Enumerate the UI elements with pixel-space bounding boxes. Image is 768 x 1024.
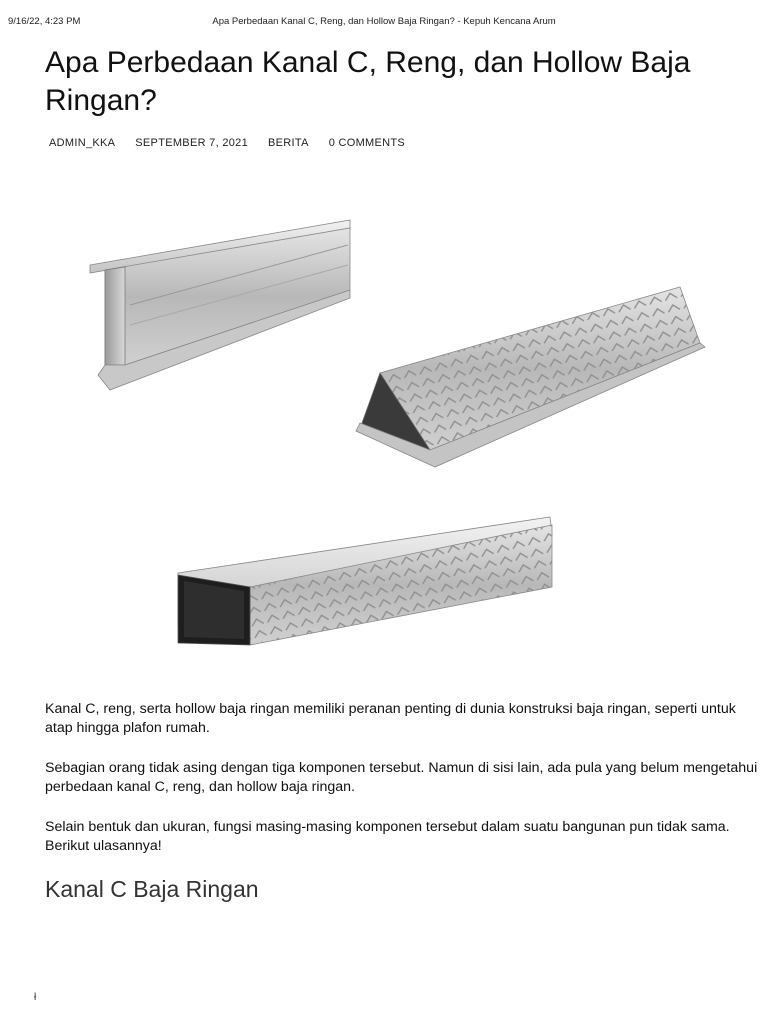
article-title: Apa Perbedaan Kanal C, Reng, dan Hollow Baja Ringan? <box>45 46 691 117</box>
comments-link[interactable]: 0 COMMENTS <box>328 137 406 149</box>
date-link[interactable]: SEPTEMBER 7, 2021 <box>135 137 248 149</box>
article-paragraph: Kanal C, reng, serta hollow baja ringan memiliki peranan penting di dunia konstruksi baja ringan, seperti untuk atap hingga plafon rumah. <box>45 701 736 736</box>
article-meta <box>49 137 405 149</box>
section-heading: Kanal C Baja Ringan <box>45 876 259 902</box>
steel-profiles-image <box>60 195 720 675</box>
reng-profile <box>356 287 705 467</box>
author-link[interactable]: ADMIN_KKA <box>49 137 116 149</box>
print-date: 9/16/22, 4:23 PM <box>8 16 81 27</box>
article-paragraph: Selain bentuk dan ukuran, fungsi masing-masing komponen tersebut dalam suatu bangunan pun tidak sama. Berikut ulasannya! <box>45 819 730 854</box>
category-link[interactable]: BERITA <box>268 137 309 149</box>
kanal-c-profile <box>90 220 350 390</box>
print-header <box>0 16 768 30</box>
article-paragraph: Sebagian orang tidak asing dengan tiga komponen tersebut. Namun di sisi lain, ada pula yang belum mengetahui perbedaan kanal C, reng, dan hollow baja ringan. <box>45 760 758 795</box>
hollow-profile <box>178 517 552 645</box>
print-footer-marker: ł <box>34 992 37 1003</box>
print-page-title: Apa Perbedaan Kanal C, Reng, dan Hollow Baja Ringan? - Kepuh Kencana Arum <box>212 16 556 27</box>
